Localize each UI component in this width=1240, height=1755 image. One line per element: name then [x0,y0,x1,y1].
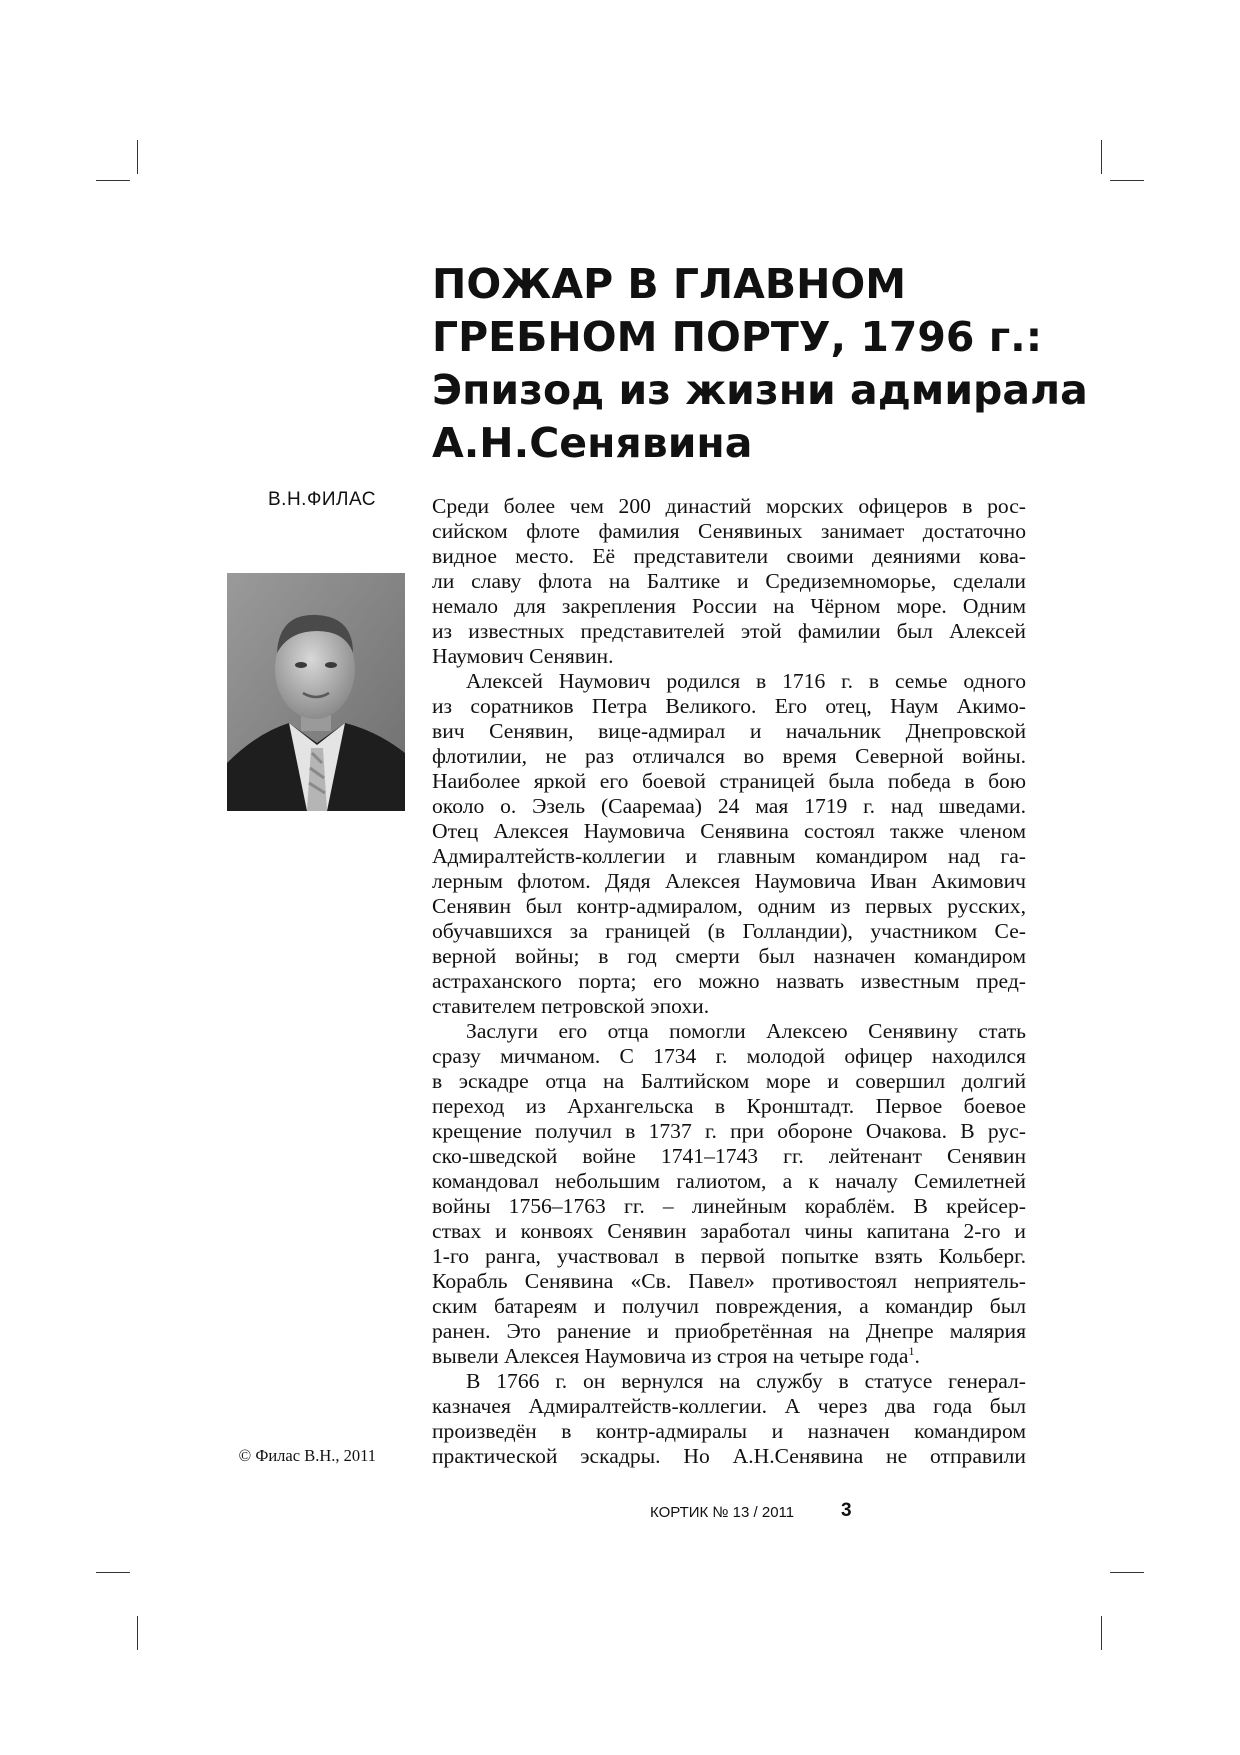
journal-issue: КОРТИК № 13 / 2011 [650,1504,795,1521]
text-line: Наумович Сенявин. [432,644,614,668]
text-line: в эскадре отца на Балтийском море и совершил долгий [432,1069,1026,1093]
portrait-illustration [227,573,405,811]
text-line: ставителем петровской эпохи. [432,994,710,1018]
text-line-content: вывели Алексея Наумовича из строя на четыре года [432,1344,909,1368]
crop-mark-top-left-vertical [137,140,138,174]
paragraph-4 [432,1369,1026,1469]
footnote-marker[interactable]: 1 [908,1343,915,1358]
text-line: командовал небольшим галиотом, а к началу Семилетней [432,1169,1026,1193]
paragraph-2 [432,669,1026,1019]
article-body [432,494,1026,1469]
text-line: немало для закрепления России на Чёрном море. Одним [432,594,1026,618]
text-line: произведён в контр-адмиралы и назначен командиром [432,1419,1026,1443]
text-line: Среди более чем 200 династий морских офицеров в рос- [432,494,1026,518]
text-line: лерным флотом. Дядя Алексея Наумовича Иван Акимович [432,869,1026,893]
text-line: из соратников Петра Великого. Его отец, Наум Акимо- [432,694,1026,718]
text-line: казначея Адмиралтейств-коллегии. А через два года был [432,1394,1026,1418]
text-line: 1-го ранга, участвовал в первой попытке взять Кольберг. [432,1244,1026,1268]
text-line: вич Сенявин, вице-адмирал и начальник Днепровской [432,719,1026,743]
text-line: видное место. Её представители своими деяниями кова- [432,544,1026,568]
text-line: ранен. Это ранение и приобретённая на Днепре малярия [432,1319,1026,1343]
crop-mark-bottom-left-horizontal [96,1572,130,1573]
text-line: практической эскадры. Но А.Н.Сенявина не отправили [432,1444,1026,1468]
page-number: 3 [841,1500,852,1521]
crop-mark-top-left-horizontal [96,180,130,181]
text-line: Адмиралтейств-коллегии и главным командиром над га- [432,844,1026,868]
crop-mark-top-right-vertical [1101,140,1102,174]
text-line: ско-шведской войне 1741–1743 гг. лейтенант Сенявин [432,1144,1026,1168]
author-name: В.Н.ФИЛАС [268,489,376,510]
text-line: флотилии, не раз отличался во время Северной войны. [432,744,1026,768]
author-portrait [227,573,405,811]
crop-mark-bottom-right-horizontal [1110,1572,1144,1573]
title-line-2: ГРЕБНОМ ПОРТУ, 1796 г.: [432,313,1043,361]
text-line: Корабль Сенявина «Св. Павел» противостоял неприятель- [432,1269,1026,1293]
paragraph-1 [432,494,1026,669]
text-line: обучавшихся за границей (в Голландии), участником Се- [432,919,1026,943]
article-title [432,258,1152,470]
text-line: ским батареям и получил повреждения, а командир был [432,1294,1026,1318]
text-line: астраханского порта; его можно назвать известным пред- [432,969,1026,993]
text-line: Наиболее яркой его боевой страницей была победа в бою [432,769,1026,793]
text-line: из известных представителей этой фамилии был Алексей [432,619,1026,643]
text-line: В 1766 г. он вернулся на службу в статусе генерал- [466,1369,1026,1393]
text-line: Отец Алексея Наумовича Сенявина состоял также членом [432,819,1026,843]
crop-mark-bottom-right-vertical [1101,1616,1102,1650]
text-line-tail: . [914,1344,920,1368]
text-line: сразу мичманом. С 1734 г. молодой офицер находился [432,1044,1026,1068]
text-line: переход из Архангельска в Кронштадт. Первое боевое [432,1094,1026,1118]
title-line-3: Эпизод из жизни адмирала [432,366,1088,414]
copyright-notice: © Филас В.Н., 2011 [238,1446,376,1465]
title-line-4: А.Н.Сенявина [432,419,753,467]
text-line: около о. Эзель (Сааремаа) 24 мая 1719 г. над шведами. [432,794,1026,818]
text-line: ли славу флота на Балтике и Средиземноморье, сделали [432,569,1026,593]
text-line: Заслуги его отца помогли Алексею Сенявину стать [466,1019,1026,1043]
text-line [432,1344,1026,1369]
paragraph-3 [432,1019,1026,1369]
text-line: крещение получил в 1737 г. при обороне Очакова. В рус- [432,1119,1026,1143]
crop-mark-bottom-left-vertical [137,1616,138,1650]
text-line: верной войны; в год смерти был назначен командиром [432,944,1026,968]
title-line-1: ПОЖАР В ГЛАВНОМ [432,260,907,308]
text-line: Алексей Наумович родился в 1716 г. в семье одного [466,669,1026,693]
text-line: сийском флоте фамилия Сенявиных занимает достаточно [432,519,1026,543]
text-line: войны 1756–1763 гг. – линейным кораблём. В крейсер- [432,1194,1026,1218]
crop-mark-top-right-horizontal [1110,180,1144,181]
text-line: Сенявин был контр-адмиралом, одним из первых русских, [432,894,1026,918]
text-line: ствах и конвоях Сенявин заработал чины капитана 2-го и [432,1219,1026,1243]
